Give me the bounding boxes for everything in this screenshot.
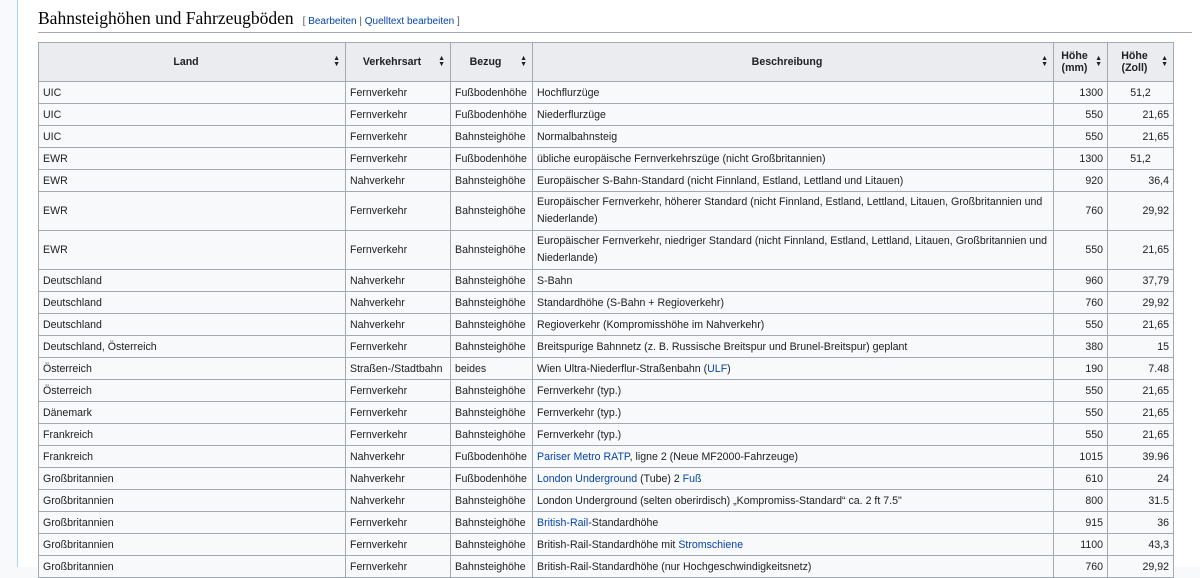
- cell-beschreibung: [533, 336, 1054, 358]
- cell-hoehe-mm: 920: [1054, 170, 1108, 192]
- cell-beschreibung: [533, 270, 1054, 292]
- sort-icon: ▲ ▼: [438, 55, 445, 68]
- cell-verkehrsart: Nahverkehr: [346, 292, 451, 314]
- header-label-hoehe: Höhe: [1061, 50, 1088, 62]
- cell-bezug: Bahnsteighöhe: [451, 402, 533, 424]
- cell-verkehrsart: Fernverkehr: [346, 534, 451, 556]
- cell-verkehrsart: Fernverkehr: [346, 231, 451, 270]
- sort-icon: ▲ ▼: [520, 55, 527, 68]
- table-row: [39, 126, 1174, 148]
- description-text: Normalbahnsteig: [537, 130, 618, 143]
- description-text: Fernverkehr (typ.): [537, 384, 622, 397]
- table-row: [39, 380, 1174, 402]
- description-link[interactable]: Fuß: [682, 472, 702, 485]
- description-text: (Tube) 2: [637, 472, 683, 485]
- cell-hoehe-mm: 800: [1054, 490, 1108, 512]
- cell-hoehe-mm: 550: [1054, 380, 1108, 402]
- cell-beschreibung: [533, 402, 1054, 424]
- cell-bezug: Bahnsteighöhe: [451, 336, 533, 358]
- cell-land: Großbritannien: [39, 490, 346, 512]
- description-link[interactable]: Pariser Metro RATP: [537, 450, 630, 463]
- cell-bezug: Bahnsteighöhe: [451, 490, 533, 512]
- column-header-bezug[interactable]: [451, 43, 533, 82]
- column-header-hoehe-mm[interactable]: [1054, 43, 1108, 82]
- description-link[interactable]: British-Rail: [537, 516, 589, 529]
- cell-bezug: Bahnsteighöhe: [451, 192, 533, 231]
- cell-verkehrsart: Fernverkehr: [346, 82, 451, 104]
- cell-beschreibung: [533, 314, 1054, 336]
- cell-land: Österreich: [39, 358, 346, 380]
- header-label-land: Land: [173, 56, 199, 68]
- cell-beschreibung: [533, 148, 1054, 170]
- table-row: [39, 104, 1174, 126]
- cell-verkehrsart: Fernverkehr: [346, 192, 451, 231]
- cell-hoehe-zoll: 29,92: [1108, 556, 1174, 578]
- cell-beschreibung: [533, 292, 1054, 314]
- cell-verkehrsart: Fernverkehr: [346, 104, 451, 126]
- cell-hoehe-mm: 1300: [1054, 148, 1108, 170]
- cell-land: Großbritannien: [39, 534, 346, 556]
- cell-beschreibung: [533, 192, 1054, 231]
- header-label-bezug: Bezug: [469, 56, 502, 68]
- cell-hoehe-zoll: 39.96: [1108, 446, 1174, 468]
- cell-verkehrsart: Nahverkehr: [346, 446, 451, 468]
- cell-land: Österreich: [39, 380, 346, 402]
- cell-bezug: Bahnsteighöhe: [451, 424, 533, 446]
- column-header-hoehe-zoll[interactable]: [1108, 43, 1174, 82]
- header-label-verkehrsart: Verkehrsart: [362, 56, 422, 68]
- description-link[interactable]: Stromschiene: [678, 538, 744, 551]
- cell-land: Frankreich: [39, 446, 346, 468]
- description-text: Regioverkehr (Kompromisshöhe im Nahverkehr): [537, 318, 765, 331]
- cell-bezug: Fußbodenhöhe: [451, 148, 533, 170]
- description-text: Fernverkehr (typ.): [537, 406, 622, 419]
- table-row: [39, 446, 1174, 468]
- description-text: Europäischer Fernverkehr, höherer Standard (nicht Finnland, Estland, Lettland, Litauen, Großbritannien und Niederlande): [537, 196, 1043, 225]
- cell-hoehe-zoll: 37,79: [1108, 270, 1174, 292]
- cell-verkehrsart: Nahverkehr: [346, 490, 451, 512]
- cell-beschreibung: [533, 358, 1054, 380]
- cell-hoehe-zoll: 29,92: [1108, 192, 1174, 231]
- description-text: Europäischer S-Bahn-Standard (nicht Finnland, Estland, Lettland und Litauen): [537, 174, 904, 187]
- cell-verkehrsart: Fernverkehr: [346, 424, 451, 446]
- cell-hoehe-zoll: 7.48: [1108, 358, 1174, 380]
- description-text: Wien Ultra-Niederflur-Straßenbahn (: [537, 362, 708, 375]
- cell-hoehe-mm: 550: [1054, 104, 1108, 126]
- description-link[interactable]: London Underground: [537, 472, 638, 485]
- cell-verkehrsart: Nahverkehr: [346, 270, 451, 292]
- cell-land: Frankreich: [39, 424, 346, 446]
- cell-bezug: Bahnsteighöhe: [451, 512, 533, 534]
- cell-bezug: Bahnsteighöhe: [451, 292, 533, 314]
- cell-bezug: beides: [451, 358, 533, 380]
- cell-verkehrsart: Nahverkehr: [346, 170, 451, 192]
- cell-verkehrsart: Fernverkehr: [346, 148, 451, 170]
- cell-land: UIC: [39, 82, 346, 104]
- cell-hoehe-mm: 380: [1054, 336, 1108, 358]
- edit-link[interactable]: Bearbeiten: [308, 16, 357, 27]
- cell-hoehe-zoll: 36: [1108, 512, 1174, 534]
- cell-hoehe-zoll: 36,4: [1108, 170, 1174, 192]
- description-text: British-Rail-Standardhöhe mit: [537, 538, 679, 551]
- cell-bezug: Bahnsteighöhe: [451, 314, 533, 336]
- cell-hoehe-zoll: 21,65: [1108, 126, 1174, 148]
- bracket-close: ]: [454, 16, 460, 27]
- table-row: [39, 336, 1174, 358]
- edit-separator: |: [356, 16, 365, 27]
- column-header-land[interactable]: [39, 43, 346, 82]
- cell-beschreibung: [533, 126, 1054, 148]
- cell-beschreibung: [533, 512, 1054, 534]
- cell-beschreibung: [533, 231, 1054, 270]
- cell-bezug: Bahnsteighöhe: [451, 534, 533, 556]
- cell-bezug: Bahnsteighöhe: [451, 270, 533, 292]
- cell-verkehrsart: Fernverkehr: [346, 402, 451, 424]
- cell-beschreibung: [533, 446, 1054, 468]
- cell-land: Dänemark: [39, 402, 346, 424]
- description-text: British-Rail-Standardhöhe (nur Hochgeschwindigkeitsnetz): [537, 560, 812, 573]
- cell-hoehe-mm: 960: [1054, 270, 1108, 292]
- edit-source-link[interactable]: Quelltext bearbeiten: [364, 16, 455, 27]
- table-row: [39, 358, 1174, 380]
- description-text: Niederflurzüge: [537, 108, 606, 121]
- cell-land: Großbritannien: [39, 468, 346, 490]
- table-body: [39, 82, 1174, 578]
- header-label-hoehe: Höhe: [1121, 50, 1148, 62]
- description-text: ): [727, 362, 731, 375]
- cell-land: Deutschland: [39, 270, 346, 292]
- cell-land: Deutschland: [39, 314, 346, 336]
- cell-hoehe-mm: 915: [1054, 512, 1108, 534]
- header-label-unit-mm: (mm): [1061, 62, 1088, 74]
- bracket-open: [: [302, 16, 309, 27]
- description-text: Europäischer Fernverkehr, niedriger Standard (nicht Finnland, Estland, Lettland, Litauen, Großbritannien und Niederlande): [537, 235, 1047, 264]
- cell-hoehe-zoll: 15: [1108, 336, 1174, 358]
- table-row: [39, 512, 1174, 534]
- cell-hoehe-mm: 550: [1054, 231, 1108, 270]
- description-link[interactable]: ULF: [707, 362, 728, 375]
- cell-beschreibung: [533, 170, 1054, 192]
- cell-hoehe-zoll: 21,65: [1108, 104, 1174, 126]
- description-text: übliche europäische Fernverkehrszüge (nicht Großbritannien): [537, 152, 826, 165]
- cell-bezug: Bahnsteighöhe: [451, 170, 533, 192]
- table-row: [39, 402, 1174, 424]
- table-row: [39, 170, 1174, 192]
- cell-hoehe-mm: 760: [1054, 192, 1108, 231]
- cell-land: EWR: [39, 170, 346, 192]
- table-row: [39, 468, 1174, 490]
- cell-beschreibung: [533, 468, 1054, 490]
- table-row: [39, 82, 1174, 104]
- cell-verkehrsart: Fernverkehr: [346, 126, 451, 148]
- cell-bezug: Fußbodenhöhe: [451, 104, 533, 126]
- table-row: [39, 424, 1174, 446]
- sort-icon: ▲ ▼: [1095, 55, 1102, 68]
- cell-hoehe-zoll: 43,3: [1108, 534, 1174, 556]
- description-text: Hochflurzüge: [537, 86, 600, 99]
- section-title: Bahnsteighöhen und Fahrzeugböden: [38, 8, 294, 28]
- cell-beschreibung: [533, 380, 1054, 402]
- cell-verkehrsart: Straßen-/Stadtbahn: [346, 358, 451, 380]
- cell-land: EWR: [39, 192, 346, 231]
- table-header-row: [39, 43, 1174, 82]
- cell-hoehe-mm: 190: [1054, 358, 1108, 380]
- cell-hoehe-zoll: 24: [1108, 468, 1174, 490]
- sort-icon: ▲ ▼: [1041, 55, 1048, 68]
- column-header-beschreibung[interactable]: [533, 43, 1054, 82]
- description-text: Standardhöhe (S-Bahn + Regioverkehr): [537, 296, 724, 309]
- cell-land: Großbritannien: [39, 556, 346, 578]
- header-label-unit-zoll: (Zoll): [1121, 62, 1148, 74]
- section-heading: [38, 8, 1192, 33]
- cell-hoehe-mm: 550: [1054, 424, 1108, 446]
- cell-hoehe-mm: 760: [1054, 556, 1108, 578]
- description-text: Breitspurige Bahnnetz (z. B. Russische Breitspur und Brunel-Breitspur) geplant: [537, 340, 908, 353]
- cell-bezug: Fußbodenhöhe: [451, 468, 533, 490]
- cell-hoehe-zoll: 21,65: [1108, 231, 1174, 270]
- table-row: [39, 270, 1174, 292]
- description-text: S-Bahn: [537, 274, 573, 287]
- description-text: , ligne 2 (Neue MF2000-Fahrzeuge): [629, 450, 799, 463]
- cell-land: UIC: [39, 126, 346, 148]
- table-row: [39, 314, 1174, 336]
- table-row: [39, 292, 1174, 314]
- sort-icon: ▲ ▼: [333, 55, 340, 68]
- cell-verkehrsart: Nahverkehr: [346, 468, 451, 490]
- table-row: [39, 148, 1174, 170]
- description-text: London Underground (selten oberirdisch) „Kompromiss-Standard“ ca. 2 ft 7.5": [537, 494, 902, 507]
- table-row: [39, 490, 1174, 512]
- column-header-verkehrsart[interactable]: [346, 43, 451, 82]
- cell-verkehrsart: Fernverkehr: [346, 512, 451, 534]
- table-row: [39, 534, 1174, 556]
- cell-bezug: Bahnsteighöhe: [451, 556, 533, 578]
- cell-beschreibung: [533, 104, 1054, 126]
- cell-verkehrsart: Nahverkehr: [346, 314, 451, 336]
- cell-verkehrsart: Fernverkehr: [346, 380, 451, 402]
- cell-hoehe-zoll: 31.5: [1108, 490, 1174, 512]
- cell-hoehe-mm: 1100: [1054, 534, 1108, 556]
- cell-hoehe-zoll: 21,65: [1108, 380, 1174, 402]
- cell-hoehe-mm: 550: [1054, 126, 1108, 148]
- cell-hoehe-zoll: 51,2: [1108, 82, 1174, 104]
- cell-beschreibung: [533, 490, 1054, 512]
- cell-land: Deutschland: [39, 292, 346, 314]
- table-row: [39, 231, 1174, 270]
- table-row: [39, 192, 1174, 231]
- cell-hoehe-mm: 550: [1054, 402, 1108, 424]
- cell-beschreibung: [533, 82, 1054, 104]
- cell-land: Großbritannien: [39, 512, 346, 534]
- cell-beschreibung: [533, 534, 1054, 556]
- article-content: [18, 0, 1200, 573]
- cell-hoehe-mm: 1015: [1054, 446, 1108, 468]
- cell-bezug: Fußbodenhöhe: [451, 446, 533, 468]
- cell-verkehrsart: Fernverkehr: [346, 336, 451, 358]
- cell-hoehe-mm: 1300: [1054, 82, 1108, 104]
- cell-hoehe-zoll: 29,92: [1108, 292, 1174, 314]
- cell-hoehe-zoll: 21,65: [1108, 402, 1174, 424]
- cell-verkehrsart: Fernverkehr: [346, 556, 451, 578]
- sort-icon: ▲ ▼: [1161, 55, 1168, 68]
- cell-bezug: Fußbodenhöhe: [451, 82, 533, 104]
- header-label-beschreibung: Beschreibung: [751, 56, 823, 68]
- edit-section-links: [303, 16, 460, 27]
- cell-hoehe-mm: 610: [1054, 468, 1108, 490]
- cell-land: EWR: [39, 148, 346, 170]
- cell-land: EWR: [39, 231, 346, 270]
- cell-land: Deutschland, Österreich: [39, 336, 346, 358]
- cell-hoehe-zoll: 51,2: [1108, 148, 1174, 170]
- platform-heights-table: [38, 42, 1174, 578]
- cell-bezug: Bahnsteighöhe: [451, 231, 533, 270]
- cell-hoehe-zoll: 21,65: [1108, 424, 1174, 446]
- description-text: Fernverkehr (typ.): [537, 428, 622, 441]
- cell-hoehe-mm: 550: [1054, 314, 1108, 336]
- description-text: -Standardhöhe: [588, 516, 659, 529]
- cell-beschreibung: [533, 424, 1054, 446]
- cell-bezug: Bahnsteighöhe: [451, 380, 533, 402]
- cell-hoehe-zoll: 21,65: [1108, 314, 1174, 336]
- cell-land: UIC: [39, 104, 346, 126]
- cell-bezug: Bahnsteighöhe: [451, 126, 533, 148]
- cell-hoehe-mm: 760: [1054, 292, 1108, 314]
